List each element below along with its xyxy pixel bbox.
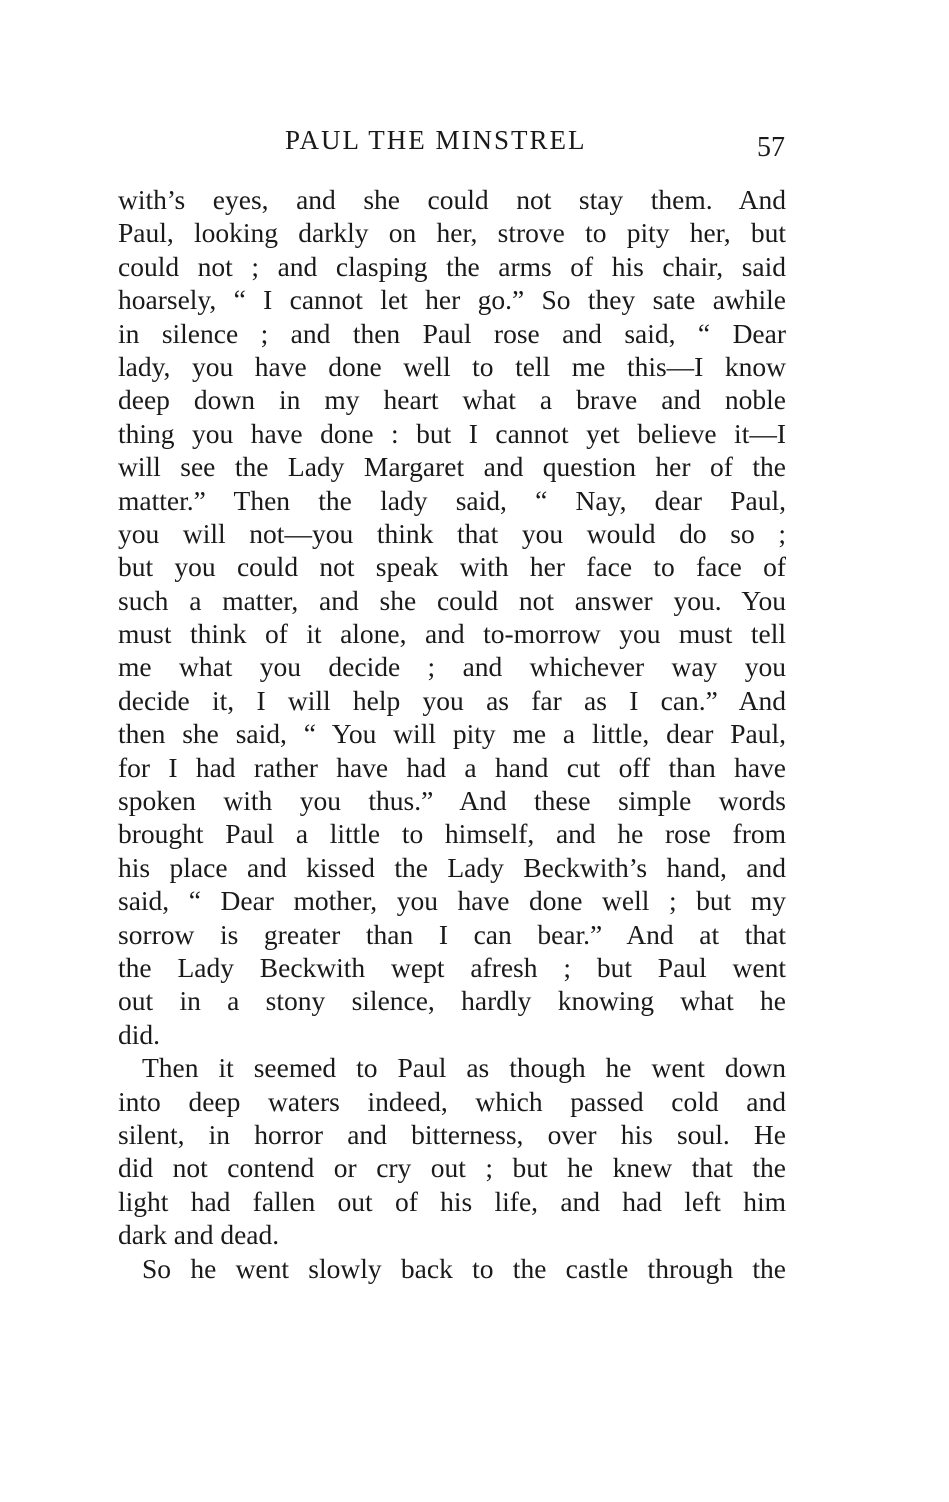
running-title: PAUL THE MINSTREL (285, 125, 587, 155)
text-line: hoarsely, “ I cannot let her go.” So they sate awhile (118, 284, 786, 316)
text-line: for I had rather have had a hand cut off than have (118, 751, 786, 783)
text-line: in silence ; and then Paul rose and said, “ Dear (118, 317, 786, 349)
text-line: matter.” Then the lady said, “ Nay, dear Paul, (118, 484, 786, 516)
body-text (118, 183, 786, 1285)
text-line: out in a stony silence, hardly knowing what he (118, 985, 786, 1017)
text-line: into deep waters indeed, which passed cold and (118, 1085, 786, 1117)
text-line: decide it, I will help you as far as I can.” And (118, 684, 786, 716)
text-line: the Lady Beckwith wept afresh ; but Paul went (118, 951, 786, 983)
text-line: such a matter, and she could not answer you. You (118, 584, 786, 616)
text-line: light had fallen out of his life, and had left him (118, 1185, 786, 1217)
text-line: spoken with you thus.” And these simple words (118, 785, 786, 817)
text-line: deep down in my heart what a brave and noble (118, 384, 786, 416)
text-line: did not contend or cry out ; but he knew that the (118, 1152, 786, 1184)
text-line: Paul, looking darkly on her, strove to pity her, but (118, 217, 786, 249)
text-line: Then it seemed to Paul as though he went down (142, 1052, 786, 1084)
text-line: did. (118, 1018, 161, 1050)
paragraph-2 (118, 1051, 786, 1251)
text-line: thing you have done : but I cannot yet believe it—I (118, 417, 786, 449)
paragraph-3 (118, 1252, 786, 1285)
text-line: said, “ Dear mother, you have done well ; but my (118, 885, 786, 917)
text-line: will see the Lady Margaret and question her of the (118, 451, 786, 483)
page-number: 57 (757, 132, 785, 163)
text-line: dark and dead. (118, 1219, 280, 1251)
text-line: with’s eyes, and she could not stay them. And (118, 184, 786, 215)
text-line: his place and kissed the Lady Beckwith’s hand, and (118, 851, 786, 883)
text-line: So he went slowly back to the castle through the (142, 1252, 786, 1284)
text-line: brought Paul a little to himself, and he rose from (118, 818, 786, 850)
text-line: me what you decide ; and whichever way you (118, 651, 786, 683)
paragraph-1 (118, 183, 786, 1051)
text-line: but you could not speak with her face to face of (118, 551, 786, 583)
text-line: could not ; and clasping the arms of his chair, said (118, 250, 786, 282)
text-line: lady, you have done well to tell me this—I know (118, 350, 786, 382)
text-line: sorrow is greater than I can bear.” And at that (118, 918, 786, 950)
text-line: silent, in horror and bitterness, over his soul. He (118, 1118, 786, 1150)
text-line: then she said, “ You will pity me a little, dear Paul, (118, 718, 786, 750)
text-line: must think of it alone, and to-morrow you must tell (118, 618, 786, 650)
text-line: you will not—you think that you would do so ; (118, 517, 786, 549)
